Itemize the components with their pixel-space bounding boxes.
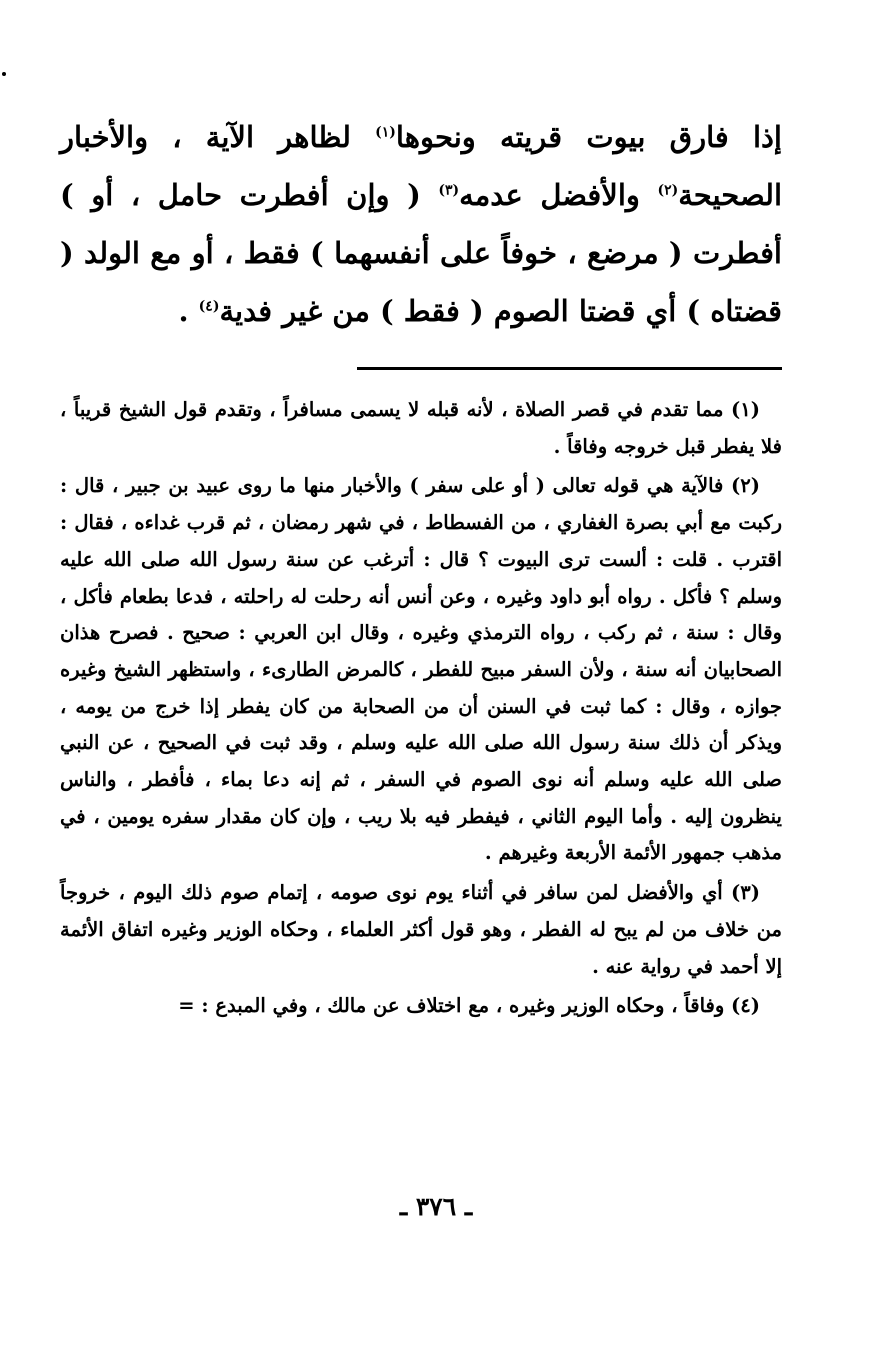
footnote-text: وفاقاً ، وحكاه الوزير وغيره ، مع اختلاف عن مالك ، وفي المبدع : = <box>178 994 732 1018</box>
main-text-segment: ( وإن أفطرت حامل ، أو ) أفطرت ( مرضع ، خوفاً على أنفسهما ) فقط ، أو مع الولد ( قضتاه ) أي قضتا الصوم ( فقط ) من غير فدية <box>60 178 782 328</box>
footnote-number: (١) <box>731 398 760 421</box>
footnote-ref-3: (٣) <box>438 182 460 199</box>
footnote-number: (٣) <box>731 881 760 905</box>
footnote-text: فالآية هي قوله تعالى ( أو على سفر ) والأخبار منها ما روى عبيد بن جبير ، قال : ركبت مع أبي بصرة الغفاري ، من الفسطاط ، في شهر رمضان ، ثم قرب غداءه ، فقال : اقترب . قلت : ألست ترى البيوت ؟ قال : أترغب عن سنة رسول الله صلى الله عليه وسلم ؟ فأكل . رواه أبو داود وغيره ، وعن أنس أنه رحلت له راحلته ، فدعا بطعام فأكل ، وقال : سنة ، ثم ركب ، رواه الترمذي وغيره ، وقال ابن العربي : صحيح . فصرح هذان الصحابيان أنه سنة ، ولأن السفر مبيح للفطر ، كالمرض الطارىء ، واستظهر الشيخ وغيره جوازه ، وقال : كما ثبت في السنن أن من الصحابة من كان يفطر إذا خرج من يومه ، ويذكر أن ذلك سنة رسول الله صلى الله عليه وسلم ، وقد ثبت في الصحيح ، عن النبي صلى الله عليه وسلم أنه نوى الصوم في السفر ، ثم إنه دعا بماء ، فأفطر ، والناس ينظرون إليه . وأما اليوم الثاني ، فيفطر فيه بلا ريب ، وإن كان مقدار سفره يومين ، في مذهب جمهور الأئمة الأربعة وغيرهم . <box>60 474 782 865</box>
page-body <box>60 108 782 1028</box>
footnote-4 <box>60 988 782 1025</box>
footnote-2 <box>60 468 782 872</box>
footnote-ref-2: (٢) <box>657 182 679 199</box>
main-text-segment: لظاهر الآية ، والأخبار الصحيحة <box>60 120 783 212</box>
main-text-segment: إذا فارق بيوت قريته ونحوها <box>395 120 782 154</box>
scan-mark <box>2 72 6 76</box>
footnote-separator <box>357 367 782 370</box>
footnote-text: مما تقدم في قصر الصلاة ، لأنه قبله لا يسمى مسافراً ، وتقدم قول الشيخ قريباً ، فلا يفطر قبل خروجه وفاقاً . <box>60 398 782 458</box>
footnote-1 <box>60 392 782 465</box>
footnote-3 <box>60 875 782 985</box>
footnotes <box>60 392 782 1025</box>
main-text-segment: . <box>178 294 199 328</box>
footnote-ref-4: (٤) <box>198 298 220 315</box>
footnote-number: (٤) <box>731 994 760 1018</box>
main-text <box>60 108 782 340</box>
footnote-ref-1: (١) <box>375 124 396 141</box>
page-number: ـ ٣٧٦ ـ <box>399 1192 473 1221</box>
main-text-segment: والأفضل عدمه <box>459 178 658 212</box>
footnote-text: أي والأفضل لمن سافر في أثناء يوم نوى صومه ، إتمام صوم ذلك اليوم ، خروجاً من خلاف من لم يبح له الفطر ، وهو قول أكثر العلماء ، وحكاه الوزير وغيره اتفاق الأئمة إلا أحمد في رواية عنه . <box>60 881 782 978</box>
footnote-number: (٢) <box>731 474 760 498</box>
main-paragraph <box>60 108 782 340</box>
